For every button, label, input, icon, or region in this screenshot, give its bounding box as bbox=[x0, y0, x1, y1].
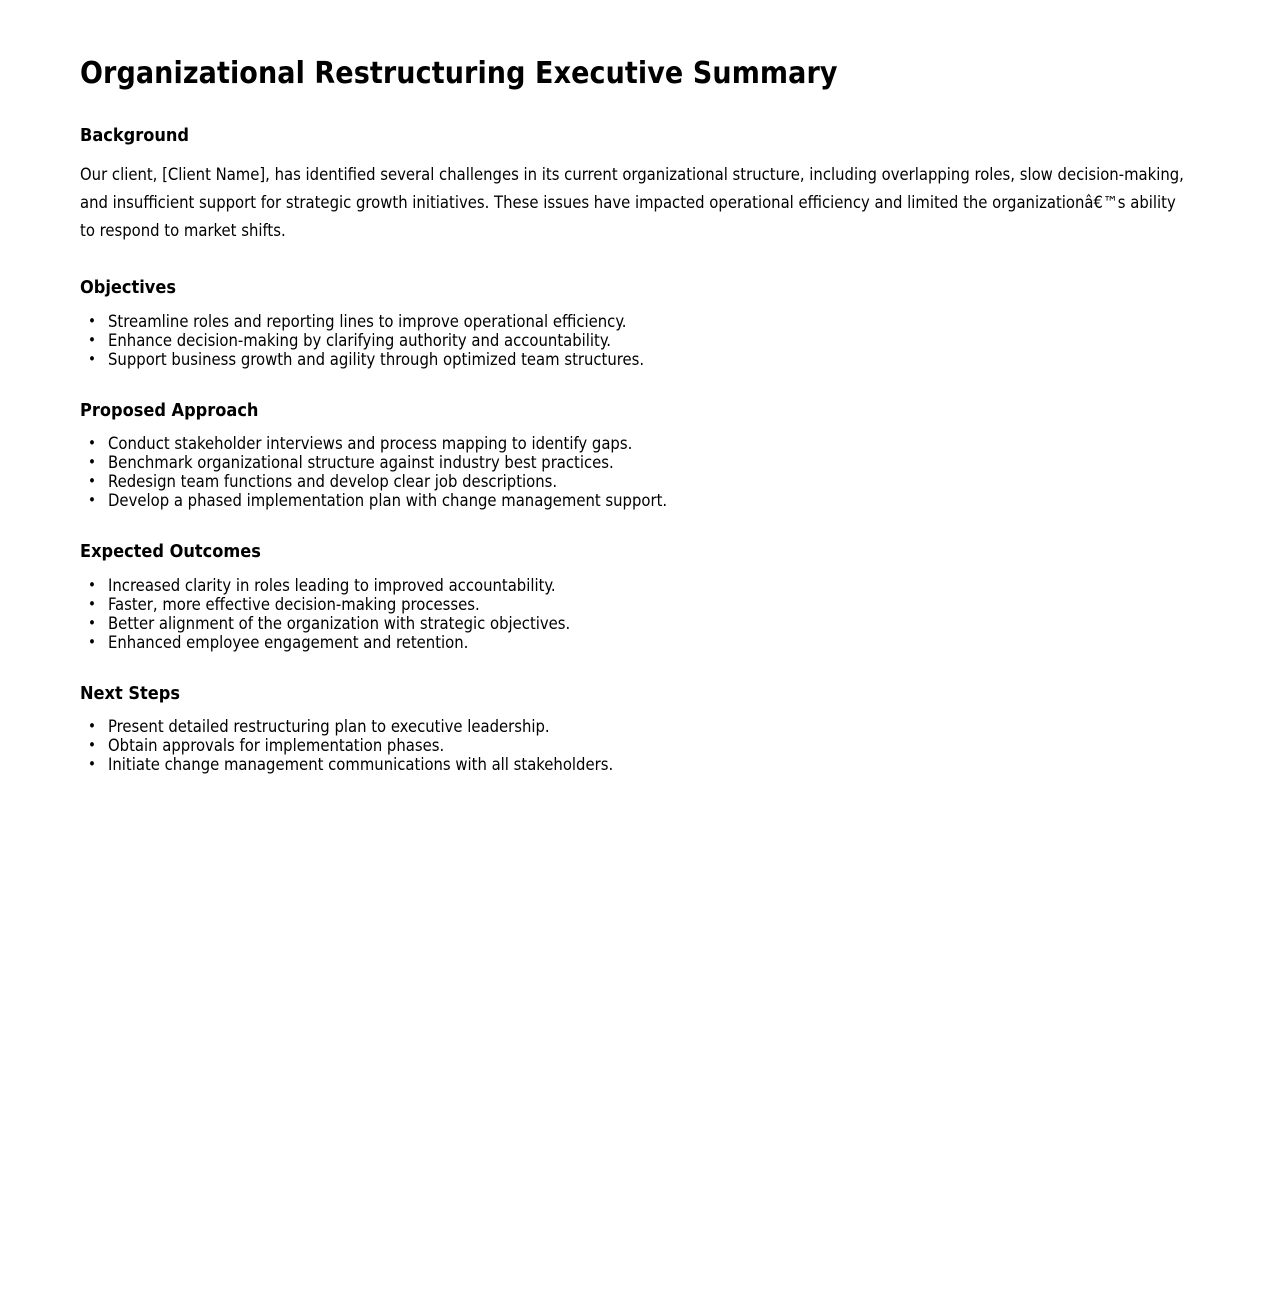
list-item: • Enhanced employee engagement and retention. bbox=[80, 633, 1198, 652]
section-background bbox=[80, 92, 1198, 246]
list-item: • Redesign team functions and develop clear job descriptions. bbox=[80, 472, 1198, 491]
list-item: • Increased clarity in roles leading to improved accountability. bbox=[80, 576, 1198, 595]
expected-outcomes-list bbox=[80, 563, 1198, 652]
section-expected-outcomes bbox=[80, 510, 1198, 652]
page-title: Organizational Restructuring Executive Summary bbox=[80, 56, 838, 91]
proposed-approach-list bbox=[80, 421, 1198, 510]
section-next-steps bbox=[80, 652, 1198, 775]
list-item: • Present detailed restructuring plan to executive leadership. bbox=[80, 717, 1198, 736]
section-heading-expected-outcomes: Expected Outcomes bbox=[80, 541, 261, 563]
section-heading-next-steps: Next Steps bbox=[80, 682, 180, 704]
background-paragraph: Our client, [Client Name], has identified several challenges in its current organizational structure, including overlapping roles, slow decision-making, and insufficient support for strategic growth initiatives. These issues have impacted operational efficiency and limited the organizationâ€™s ability to respond to market shifts. bbox=[80, 165, 1184, 241]
list-item: • Streamline roles and reporting lines to improve operational efficiency. bbox=[80, 312, 1198, 331]
list-item: • Initiate change management communications with all stakeholders. bbox=[80, 755, 1198, 774]
list-item: • Obtain approvals for implementation phases. bbox=[80, 736, 1198, 755]
list-item: • Support business growth and agility through optimized team structures. bbox=[80, 350, 1198, 369]
list-item: • Benchmark organizational structure against industry best practices. bbox=[80, 453, 1198, 472]
list-item: • Enhance decision-making by clarifying authority and accountability. bbox=[80, 331, 1198, 350]
next-steps-list bbox=[80, 704, 1198, 774]
list-item: • Develop a phased implementation plan with change management support. bbox=[80, 491, 1198, 510]
objectives-list bbox=[80, 299, 1198, 369]
section-heading-proposed-approach: Proposed Approach bbox=[80, 399, 259, 421]
section-heading-objectives: Objectives bbox=[80, 277, 176, 299]
section-heading-background: Background bbox=[80, 124, 189, 146]
list-item: • Faster, more effective decision-making processes. bbox=[80, 595, 1198, 614]
list-item: • Conduct stakeholder interviews and process mapping to identify gaps. bbox=[80, 434, 1198, 453]
list-item: • Better alignment of the organization with strategic objectives. bbox=[80, 614, 1198, 633]
page-bottom-whitespace bbox=[80, 774, 1198, 1294]
section-objectives bbox=[80, 245, 1198, 369]
section-proposed-approach bbox=[80, 369, 1198, 511]
